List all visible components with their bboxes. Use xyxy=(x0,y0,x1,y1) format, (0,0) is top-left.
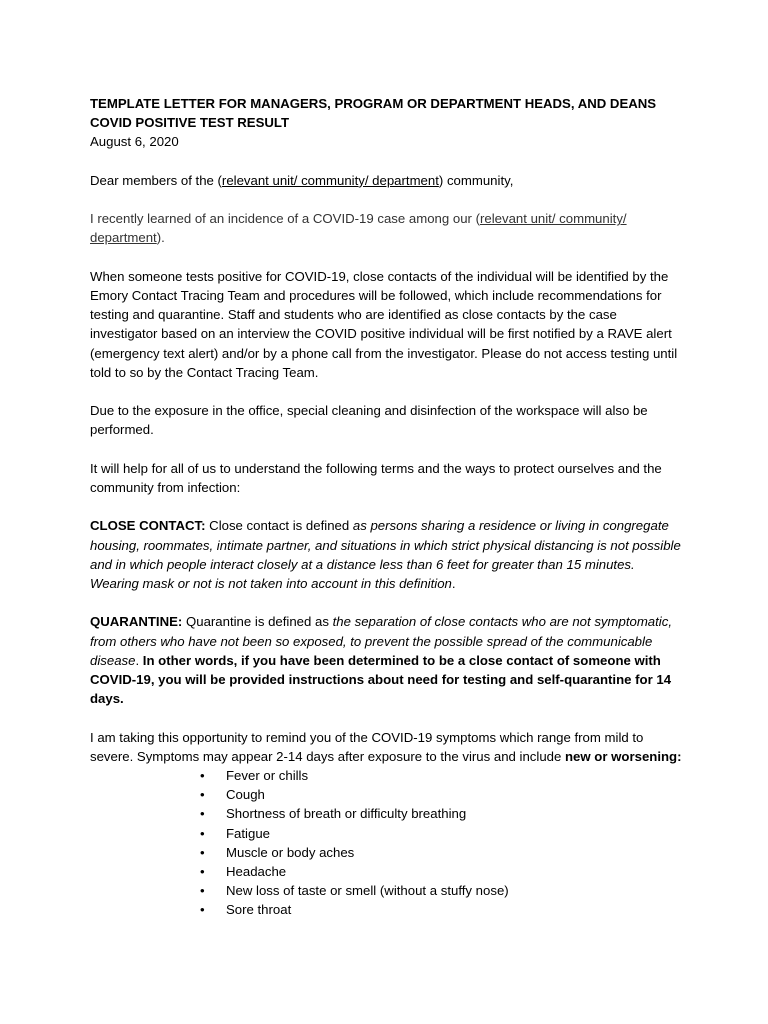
list-item xyxy=(90,843,685,862)
list-item xyxy=(90,785,685,804)
bullet-icon: • xyxy=(200,844,205,860)
quarantine-term: QUARANTINE: xyxy=(90,614,183,630)
list-item xyxy=(90,766,685,785)
intro-before: I recently learned of an incidence of a COVID-19 case among our ( xyxy=(90,211,480,227)
symptoms-intro: I am taking this opportunity to remind you of the COVID-19 symptoms which range from mild to severe. Symptoms may appear 2-14 days after exposure to the virus and include xyxy=(90,729,644,764)
spacer xyxy=(90,190,685,209)
symptoms-paragraph xyxy=(90,728,685,766)
list-item xyxy=(90,824,685,843)
symptoms-emphasis: new or worsening: xyxy=(565,748,682,764)
list-item-text: Fatigue xyxy=(226,825,270,841)
symptoms-list xyxy=(90,766,685,920)
bullet-icon: • xyxy=(200,806,205,822)
intro-paragraph xyxy=(90,209,685,247)
close-contact-lead: Close contact is defined xyxy=(205,518,353,534)
list-item-text: Shortness of breath or difficulty breathing xyxy=(226,806,467,822)
bullet-icon: • xyxy=(200,883,205,899)
bullet-icon: • xyxy=(200,902,205,918)
intro-placeholder: relevant unit/ community/ department xyxy=(90,211,627,246)
salutation-before: Dear members of the ( xyxy=(90,172,222,188)
bullet-icon: • xyxy=(200,864,205,879)
intro-after: ). xyxy=(156,230,165,246)
list-item-text: Fever or chills xyxy=(226,767,309,783)
quarantine-lead: Quarantine is defined as xyxy=(182,614,333,630)
list-item-text: Muscle or body aches xyxy=(226,844,355,860)
spacer xyxy=(90,593,685,612)
spacer xyxy=(90,708,685,727)
terms-intro-paragraph: It will help for all of us to understand the following terms and the ways to protect ourselves and the community from infection: xyxy=(90,460,662,495)
close-contact-end: . xyxy=(451,575,456,591)
letter-page xyxy=(90,94,685,920)
quarantine-emphasis: In other words, if you have been determined to be a close contact of someone with COVID-19, you will be provided instructions about need for testing and self-quarantine for 14 days. xyxy=(90,652,672,707)
bullet-icon: • xyxy=(200,787,205,803)
spacer xyxy=(90,382,685,401)
close-contact-term: CLOSE CONTACT: xyxy=(90,518,206,534)
list-item xyxy=(90,881,685,900)
list-item xyxy=(90,862,685,881)
spacer xyxy=(90,152,685,171)
salutation-after: ) community, xyxy=(438,172,514,188)
close-contact-definition: as persons sharing a residence or living in congregate housing, roommates, intimate partner, and situations in which strict physical distancing is not possible and in which people interact closely at a distance less than 6 feet for greater than 15 minutes. Wearing mask or not is not taken into account in this definition xyxy=(90,518,681,591)
bullet-icon: • xyxy=(200,825,205,841)
list-item-text: Headache xyxy=(226,864,287,879)
letter-title: TEMPLATE LETTER FOR MANAGERS, PROGRAM OR DEPARTMENT HEADS, AND DEANS xyxy=(90,96,657,111)
letter-subtitle: COVID POSITIVE TEST RESULT xyxy=(90,115,290,131)
close-contact-paragraph xyxy=(90,516,685,593)
salutation xyxy=(90,171,685,190)
tracing-paragraph: When someone tests positive for COVID-19, close contacts of the individual will be identified by the Emory Contact Tracing Team and procedures will be followed, which include recommendations for testing and quarantine. Staff and students who are identified as close contacts by the case investigator based on an interview the COVID positive individual will be first notified by a RAVE alert (emergency text alert) and/or by a phone call from the investigator. Please do not access testing until told to so by the Contact Tracing Team. xyxy=(90,268,678,380)
cleaning-paragraph: Due to the exposure in the office, special cleaning and disinfection of the workspace will also be performed. xyxy=(90,403,648,438)
quarantine-paragraph xyxy=(90,612,685,708)
quarantine-definition: the separation of close contacts who are not symptomatic, from others who have not been so exposed, to prevent the possible spread of the communicable disease xyxy=(90,614,672,668)
salutation-placeholder: relevant unit/ community/ department xyxy=(221,172,439,188)
list-item-text: Sore throat xyxy=(226,902,292,918)
spacer xyxy=(90,440,685,459)
list-item xyxy=(90,804,685,823)
list-item xyxy=(90,900,685,919)
letter-date: August 6, 2020 xyxy=(90,134,179,150)
bullet-icon: • xyxy=(200,767,205,783)
list-item-text: Cough xyxy=(226,787,265,803)
spacer xyxy=(90,248,685,267)
spacer xyxy=(90,497,685,516)
quarantine-end: . xyxy=(135,652,143,668)
list-item-text: New loss of taste or smell (without a stuffy nose) xyxy=(226,883,509,899)
